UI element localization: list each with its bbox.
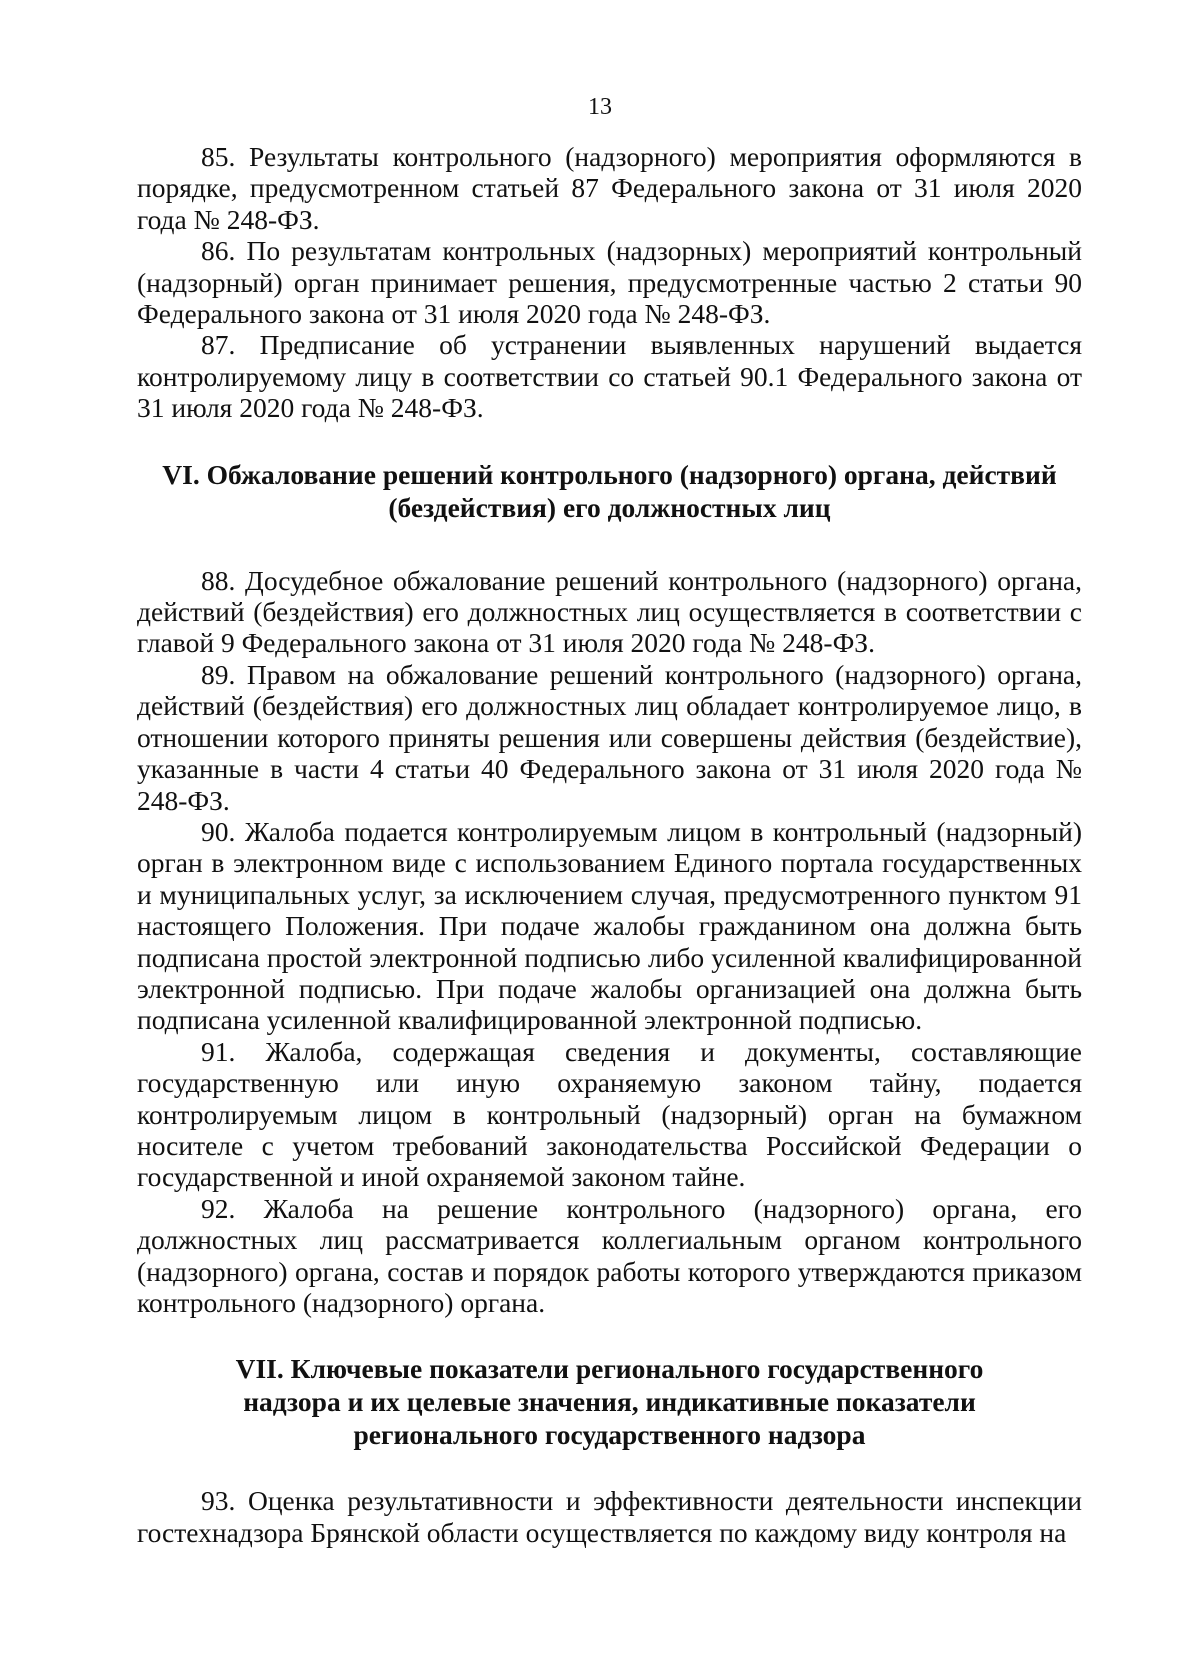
paragraph-85: 85. Результаты контрольного (надзорного) мероприятия оформляются в порядке, предусмотренном статьей 87 Федерального закона от 31 июля 2020 года № 248-ФЗ. bbox=[137, 141, 1082, 235]
paragraph-86: 86. По результатам контрольных (надзорных) мероприятий контрольный (надзорный) орган принимает решения, предусмотренные частью 2 статьи 90 Федерального закона от 31 июля 2020 года № 248-ФЗ. bbox=[137, 235, 1082, 330]
paragraph-89: 89. Правом на обжалование решений контрольного (надзорного) органа, действий (бездействия) его должностных лиц обладает контролируемое лицо, в отношении которого приняты решения или совершены действия (бездействие), указанные в части 4 статьи 40 Федерального закона от 31 июля 2020 года № 248-ФЗ. bbox=[137, 658, 1082, 816]
section-7-title: VII. Ключевые показатели регионального государственного надзора и их целевые значения, индикативные показатели регионального государственного надзора bbox=[235, 1353, 984, 1451]
paragraph-91: 91. Жалоба, содержащая сведения и документы, составляющие государственную или иную охраняемую законом тайну, подается контролируемым лицом в контрольный (надзорный) орган на бумажном носителе с учетом требований законодательства Российской Федерации о государственной и иной охраняемой законом тайне. bbox=[137, 1035, 1082, 1193]
paragraph-90: 90. Жалоба подается контролируемым лицом в контрольный (надзорный) орган в электронном виде с использованием Единого портала государственных и муниципальных услуг, за исключением случая, предусмотренного пунктом 91 настоящего Положения. При подаче жалобы гражданином она должна быть подписана простой электронной подписью либо усиленной квалифицированной электронной подписью. При подаче жалобы организацией она должна быть подписана усиленной квалифицированной электронной подписью. bbox=[137, 815, 1082, 1036]
document-body bbox=[137, 141, 1082, 1548]
paragraph-93: 93. Оценка результативности и эффективности деятельности инспекции гостехнадзора Брянской области осуществляется по каждому виду контроля на bbox=[137, 1485, 1082, 1548]
paragraph-92: 92. Жалоба на решение контрольного (надзорного) органа, его должностных лиц рассматривается коллегиальным органом контрольного (надзорного) органа, состав и порядок работы которого утверждаются приказом контрольного (надзорного) органа. bbox=[137, 1192, 1082, 1318]
page-number: 13 bbox=[588, 94, 612, 120]
paragraph-88: 88. Досудебное обжалование решений контрольного (надзорного) органа, действий (бездействия) его должностных лиц осуществляется в соответствии с главой 9 Федерального закона от 31 июля 2020 года № 248-ФЗ. bbox=[137, 564, 1082, 659]
paragraph-87: 87. Предписание об устранении выявленных нарушений выдается контролируемому лицу в соответствии со статьей 90.1 Федерального закона от 31 июля 2020 года № 248-ФЗ. bbox=[137, 329, 1082, 424]
section-6-title: VI. Обжалование решений контрольного (надзорного) органа, действий (бездействия) его должностных лиц bbox=[162, 458, 1057, 523]
